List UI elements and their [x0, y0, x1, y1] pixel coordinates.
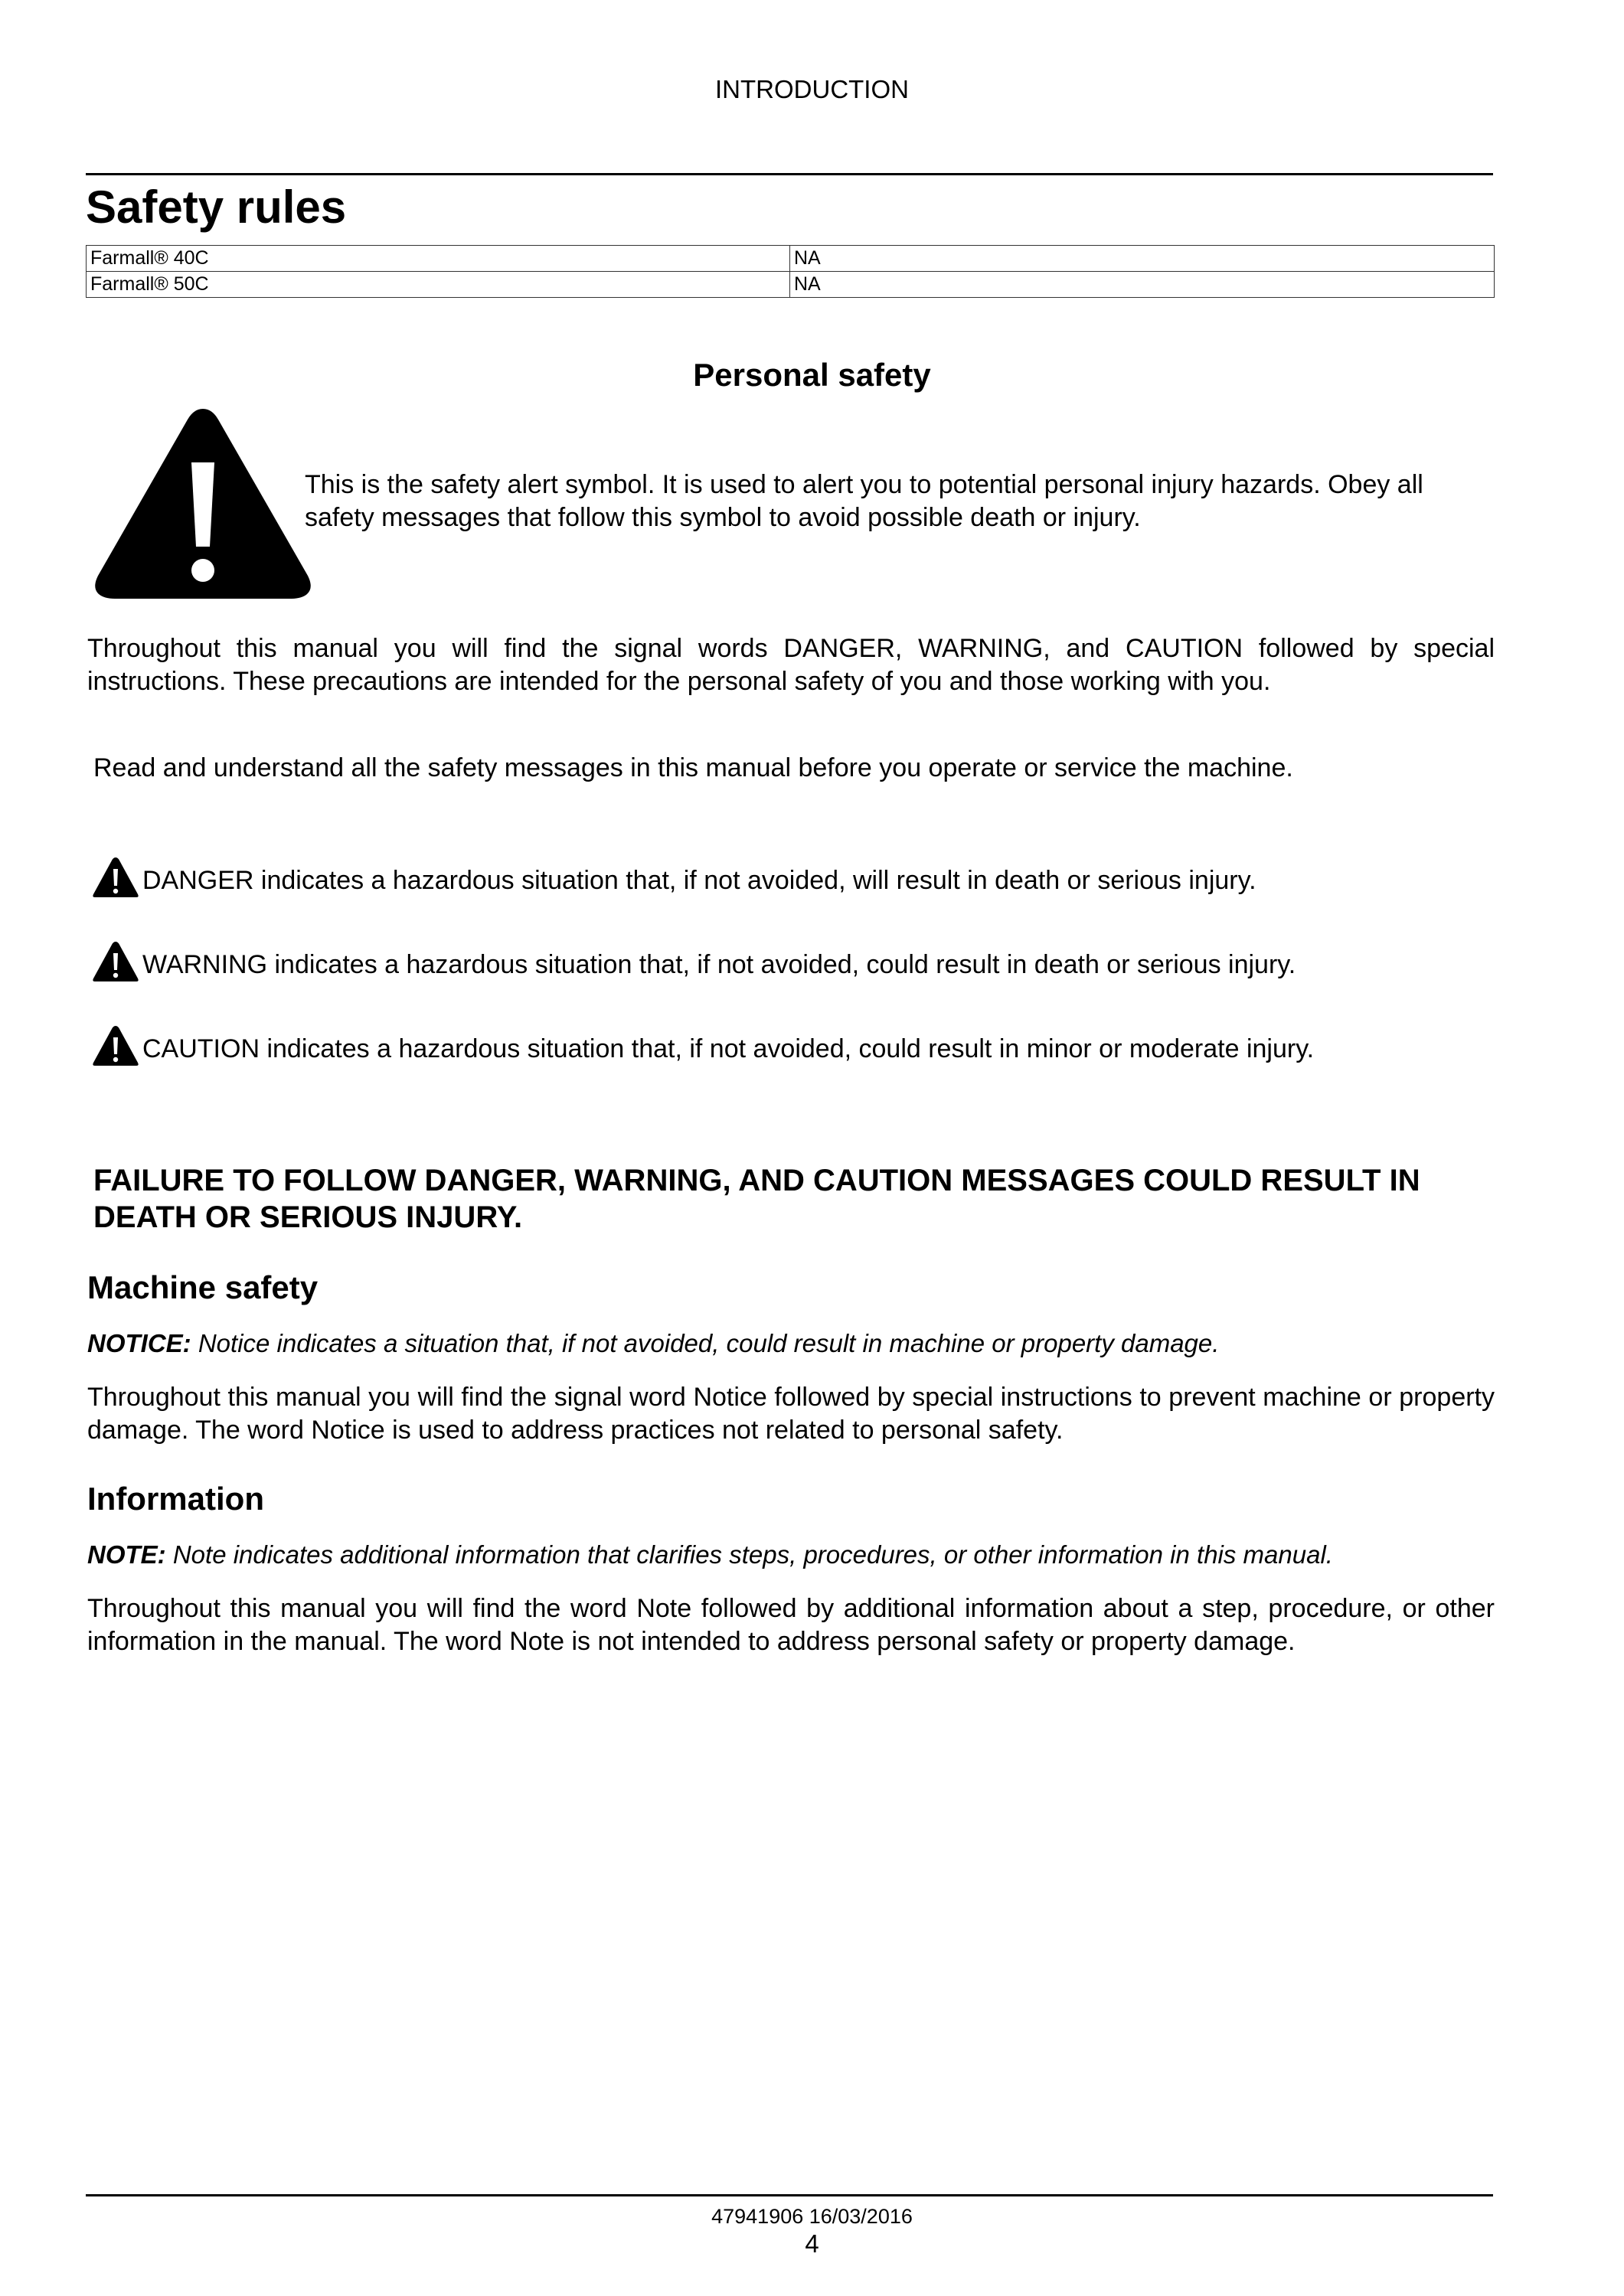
note-text: Note indicates additional information that clarifies steps, procedures, or other information in this manual.	[172, 1540, 1333, 1569]
warning-message	[92, 940, 1296, 983]
document-code: 47941906 16/03/2016	[711, 2205, 913, 2228]
note-label: NOTE:	[87, 1540, 166, 1569]
personal-safety-heading: Personal safety	[693, 357, 931, 393]
information-paragraph: Throughout this manual you will find the word Note followed by additional information about a step, procedure, or other information in the manual. The word Note is not intended to address personal safety or property damage.	[87, 1594, 1495, 1656]
notice-line	[87, 1329, 1496, 1358]
information-heading: Information	[87, 1481, 264, 1517]
machine-safety-paragraph: Throughout this manual you will find the signal word Notice followed by special instructions to prevent machine or property damage. The word Notice is used to address practices not related to personal safety.	[87, 1383, 1495, 1445]
caution-message	[92, 1024, 1314, 1067]
safety-alert-triangle-icon	[90, 404, 315, 602]
signal-words-paragraph: Throughout this manual you will find the signal words DANGER, WARNING, and CAUTION followed by special instructions. These precautions are intended for the personal safety of you and those working with you.	[87, 634, 1495, 696]
note-line	[87, 1540, 1496, 1569]
models-table	[86, 245, 1495, 298]
danger-message	[92, 856, 1256, 899]
value-cell: NA	[790, 272, 1495, 298]
page-header-section: INTRODUCTION	[715, 75, 909, 103]
read-understand-paragraph: Read and understand all the safety messages in this manual before you operate or service the machine.	[93, 753, 1293, 782]
model-cell: Farmall® 50C	[87, 272, 790, 298]
warning-triangle-icon	[92, 940, 139, 983]
notice-label: NOTICE:	[87, 1329, 191, 1357]
warning-triangle-icon	[92, 856, 139, 899]
machine-safety-heading: Machine safety	[87, 1269, 319, 1305]
danger-text: DANGER indicates a hazardous situation that, if not avoided, will result in death or serious injury.	[142, 866, 1256, 895]
header-divider	[86, 173, 1493, 175]
caution-text: CAUTION indicates a hazardous situation that, if not avoided, could result in minor or moderate injury.	[142, 1034, 1315, 1063]
model-cell: Farmall® 40C	[87, 246, 790, 272]
notice-text: Notice indicates a situation that, if not avoided, could result in machine or property damage.	[198, 1329, 1220, 1357]
failure-warning: FAILURE TO FOLLOW DANGER, WARNING, AND CAUTION MESSAGES COULD RESULT IN DEATH OR SERIOUS INJURY.	[93, 1164, 1420, 1234]
warning-triangle-icon	[92, 1024, 139, 1067]
page-number: 4	[805, 2229, 819, 2258]
value-cell: NA	[790, 246, 1495, 272]
table-row	[87, 246, 1495, 272]
alert-symbol-description: This is the safety alert symbol. It is used to alert you to potential personal injury hazards. Obey all safety messages that follow this symbol to avoid possible death or injury.	[305, 470, 1423, 532]
warning-text: WARNING indicates a hazardous situation that, if not avoided, could result in death or serious injury.	[142, 950, 1296, 979]
table-row	[87, 272, 1495, 298]
footer-divider	[86, 2194, 1493, 2196]
page-title: Safety rules	[86, 181, 347, 233]
